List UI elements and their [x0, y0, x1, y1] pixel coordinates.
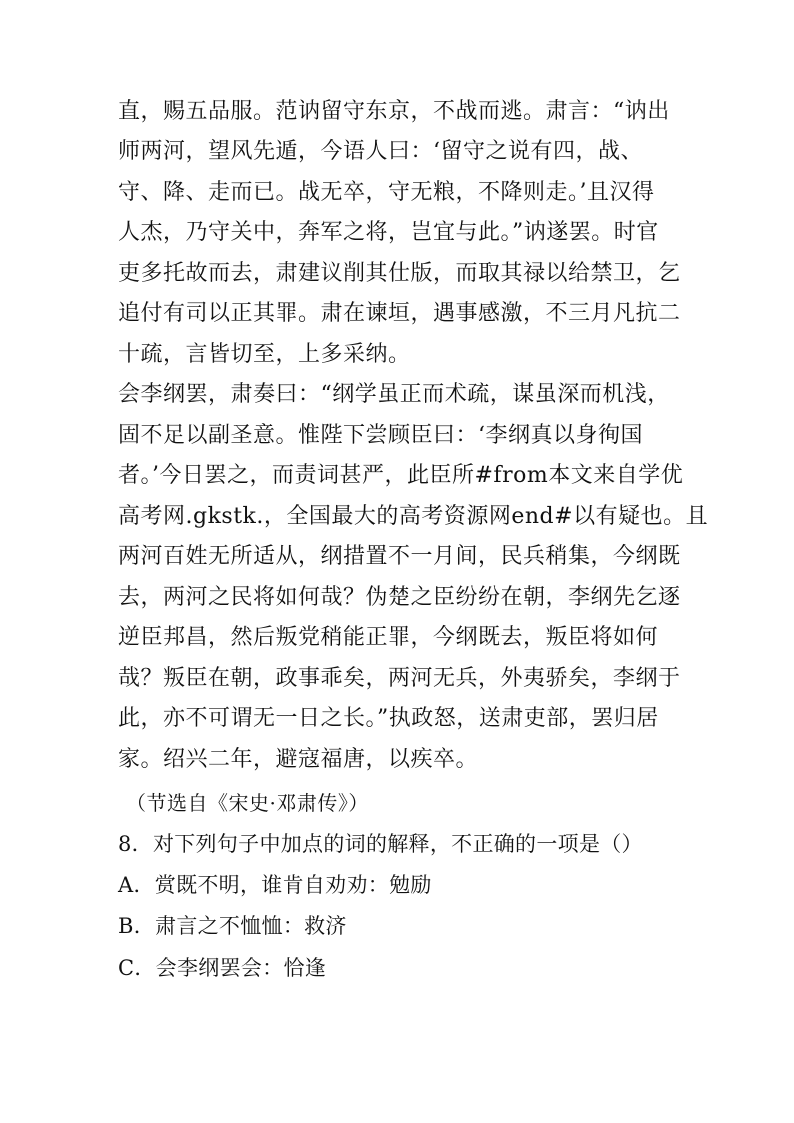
passage-line-5: 吏多托故而去，肃建议削其仕版，而取其禄以给禁卫，乞	[118, 261, 681, 286]
passage-line-2: 师两河，望风先遁，今语人曰：‘留守之说有四，战、	[118, 139, 643, 164]
passage-line-15: 哉？叛臣在朝，政事乖矣，两河无兵，外夷骄矣，李纲于	[118, 666, 681, 691]
passage-line-4: 人杰，乃守关中，奔军之将，岂宜与此。”讷遂罢。时官	[118, 220, 659, 245]
passage-line-9: 固不足以副圣意。惟陛下尝顾臣曰：‘李纲真以身徇国	[118, 423, 643, 448]
passage-line-3: 守、降、走而已。战无卒，守无粮，不降则走。’且汉得	[118, 180, 655, 205]
question-option-c: C．会李纲罢会：恰逢	[118, 956, 327, 980]
passage-line-11: 高考网.gkstk.，全国最大的高考资源网end#以有疑也。且	[118, 504, 709, 529]
passage-line-12: 两河百姓无所适从，纲措置不一月间，民兵稍集，今纲既	[118, 544, 681, 569]
passage-line-17: 家。绍兴二年，避寇福唐，以疾卒。	[118, 747, 479, 772]
passage-line-10: 者。’今日罢之，而责词甚严，此臣所#from本文来自学优	[118, 463, 684, 488]
passage-line-1: 直，赐五品服。范讷留守东京，不战而逃。肃言：“讷出	[118, 99, 670, 124]
question-stem: 8．对下列句子中加点的词的解释，不正确的一项是（）	[118, 832, 643, 856]
question-option-a: A．赏既不明，谁肯自劝劝：勉励	[118, 873, 432, 897]
passage-line-14: 逆臣邦昌，然后叛党稍能正罪，今纲既去，叛臣将如何	[118, 625, 659, 650]
passage-line-16: 此，亦不可谓无一日之长。”执政怒，送肃吏部，罢归居	[118, 706, 659, 731]
passage-line-13: 去，两河之民将如何哉？伪楚之臣纷纷在朝，李纲先乞逐	[118, 585, 681, 610]
passage-line-8: 会李纲罢，肃奏曰：“纲学虽正而术疏，谋虽深而机浅，	[118, 382, 670, 407]
question-option-b: B．肃言之不恤恤：救济	[118, 914, 347, 938]
passage-line-6: 追付有司以正其罪。肃在谏垣，遇事感激，不三月凡抗二	[118, 301, 681, 326]
passage-source: （节选自《宋史·邓肃传》）	[126, 791, 369, 815]
passage-line-7: 十疏，言皆切至，上多采纳。	[118, 342, 411, 367]
